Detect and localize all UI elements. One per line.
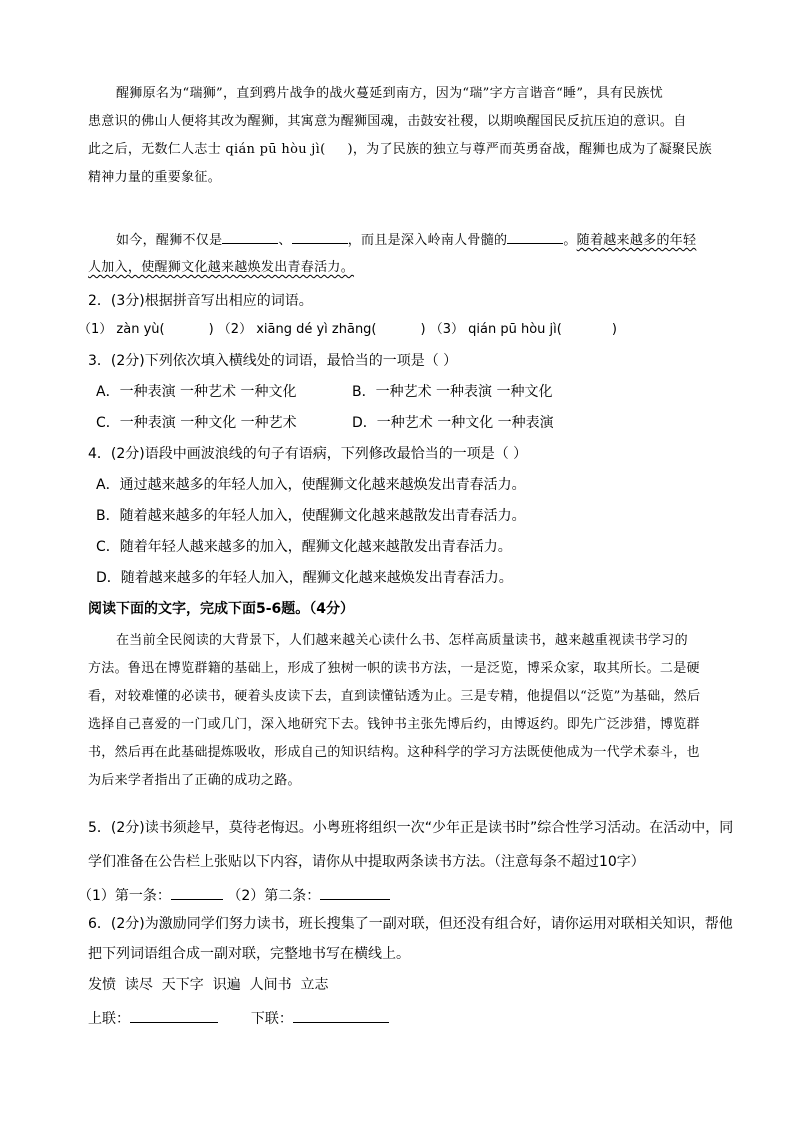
q6-line1: 6．(2分)为激励同学们努力读书，班长搜集了一副对联，但还没有组合好，请你运用对联相关知识，帮他 bbox=[88, 916, 733, 932]
q3-option-b[interactable]: B．一种艺术 一种表演 一种文化 bbox=[352, 384, 553, 400]
passage2-line2: 方法。鲁迅在博览群籍的基础上，形成了独树一帜的读书方法，一是泛览，博采众家，取其所长。二是硬 bbox=[88, 661, 700, 676]
passage2-line6: 为后来学者指出了正确的成功之路。 bbox=[88, 773, 301, 788]
q5-line2: 学们准备在公告栏上张贴以下内容，请你从中提取两条读书方法。（注意每条不超过10字） bbox=[88, 854, 645, 870]
q2-item1: （1） zàn yù( bbox=[78, 322, 165, 337]
blank-3[interactable] bbox=[507, 229, 563, 244]
passage2-line5: 书，然后再在此基础提炼吸收，形成自己的知识结构。这种科学的学习方法既使他成为一代学术泰斗，也 bbox=[88, 745, 700, 760]
q5-answer1-label: （1）第一条： bbox=[78, 888, 171, 904]
q5-line1: 5．(2分)读书须趁早，莫待老悔迟。小粤班将组织一次“少年正是读书时”综合性学习活动。在活动中，同 bbox=[88, 820, 734, 836]
q5-answers bbox=[78, 885, 390, 906]
passage1-line5-a: 如今，醒狮不仅是 bbox=[116, 233, 223, 248]
q4-option-c[interactable]: C．随着年轻人越来越多的加入，醒狮文化越来越散发出青春活力。 bbox=[96, 539, 512, 555]
passage2-line3: 看，对较难懂的必读书，硬着头皮读下去，直到读懂钻透为止。三是专精，他提倡以“泛览”为基础，然后 bbox=[88, 689, 701, 704]
passage1-line5-d: 。 bbox=[563, 233, 577, 248]
q4-option-b[interactable]: B．随着越来越多的年轻人加入，使醒狮文化越来越散发出青春活力。 bbox=[96, 508, 526, 524]
q6-line2: 把下列词语组合成一副对联，完整地书写在横线上。 bbox=[88, 946, 410, 962]
passage1-line5-c: ，而且是深入岭南人骨髓的 bbox=[347, 233, 508, 248]
blank-2[interactable] bbox=[292, 229, 348, 244]
q2-item3: （3） qián pū hòu jì( bbox=[429, 322, 562, 337]
q4-stem: 4．(2分)语段中画波浪线的句子有语病，下列修改最恰当的一项是（ ） bbox=[88, 446, 528, 462]
upper-couplet-label: 上联： bbox=[88, 1011, 130, 1027]
passage2-line1: 在当前全民阅读的大背景下，人们越来越关心读什么书、怎样高质量读书，越来越重视读书学习的 bbox=[116, 633, 688, 648]
passage2-line4: 选择自己喜爱的一门或几门，深入地研究下去。钱钟书主张先博后约，由博返约。即先广泛涉猎，博览群 bbox=[88, 717, 700, 732]
q3-option-c[interactable]: C．一种表演 一种文化 一种艺术 bbox=[96, 415, 297, 431]
q3-option-d[interactable]: D．一种艺术 一种文化 一种表演 bbox=[352, 415, 554, 431]
passage1-line1: 醒狮原名为“瑞狮”，直到鸦片战争的战火蔓延到南方，因为“瑞”字方言谐音“睡”，具有民族忧 bbox=[116, 86, 664, 101]
passage1-line6 bbox=[88, 258, 354, 278]
q3-stem: 3．(2分)下列依次填入横线处的词语，最恰当的一项是（ ） bbox=[88, 353, 458, 369]
passage1-line3-a: 此之后，无数仁人志士 qián pū hòu jì( bbox=[88, 142, 326, 157]
reading-heading: 阅读下面的文字，完成下面5-6题。（4分） bbox=[88, 601, 355, 617]
passage1-line2: 患意识的佛山人便将其改为醒狮，其寓意为醒狮国魂，击鼓安社稷，以期唤醒国民反抗压迫的意识。自 bbox=[88, 114, 687, 129]
upper-couplet-blank[interactable] bbox=[130, 1008, 218, 1023]
q6-word-list: 发愤 读尽 天下字 识遍 人间书 立志 bbox=[88, 977, 329, 993]
q5-answer2-label: （2）第二条： bbox=[227, 888, 321, 904]
q2-stem: 2．(3分)根据拼音写出相应的词语。 bbox=[88, 293, 313, 309]
wavy-sentence-part1: 随着越来越多的年轻 bbox=[576, 233, 697, 248]
q4-option-a[interactable]: A．通过越来越多的年轻人加入，使醒狮文化越来越焕发出青春活力。 bbox=[96, 477, 526, 493]
q5-answer2-blank[interactable] bbox=[320, 885, 390, 900]
passage1-line3 bbox=[88, 140, 712, 160]
wavy-sentence-part2: 人加入，使醒狮文化越来越焕发出青春活力。 bbox=[88, 260, 355, 275]
lower-couplet-blank[interactable] bbox=[293, 1008, 389, 1023]
q3-option-a[interactable]: A．一种表演 一种艺术 一种文化 bbox=[96, 384, 297, 400]
q6-answers bbox=[88, 1008, 389, 1029]
blank-1[interactable] bbox=[222, 229, 278, 244]
q2-items: （1） zàn yù( ) （2） xiāng dé yì zhāng( ) （3） qián pū hòu jì( ) bbox=[78, 322, 617, 337]
q4-option-d[interactable]: D．随着越来越多的年轻人加入，醒狮文化越来越焕发出青春活力。 bbox=[96, 570, 513, 586]
lower-couplet-label: 下联： bbox=[250, 1011, 293, 1027]
passage1-line5-b: 、 bbox=[278, 233, 292, 248]
passage1-line4: 精神力量的重要象征。 bbox=[88, 170, 222, 185]
passage1-line5 bbox=[116, 229, 696, 251]
q5-answer1-blank[interactable] bbox=[171, 885, 223, 900]
q2-item2: （2） xiāng dé yì zhāng( bbox=[217, 322, 377, 337]
passage1-line3-b: )，为了民族的独立与尊严而英勇奋战，醒狮也成为了凝聚民族 bbox=[347, 142, 712, 157]
